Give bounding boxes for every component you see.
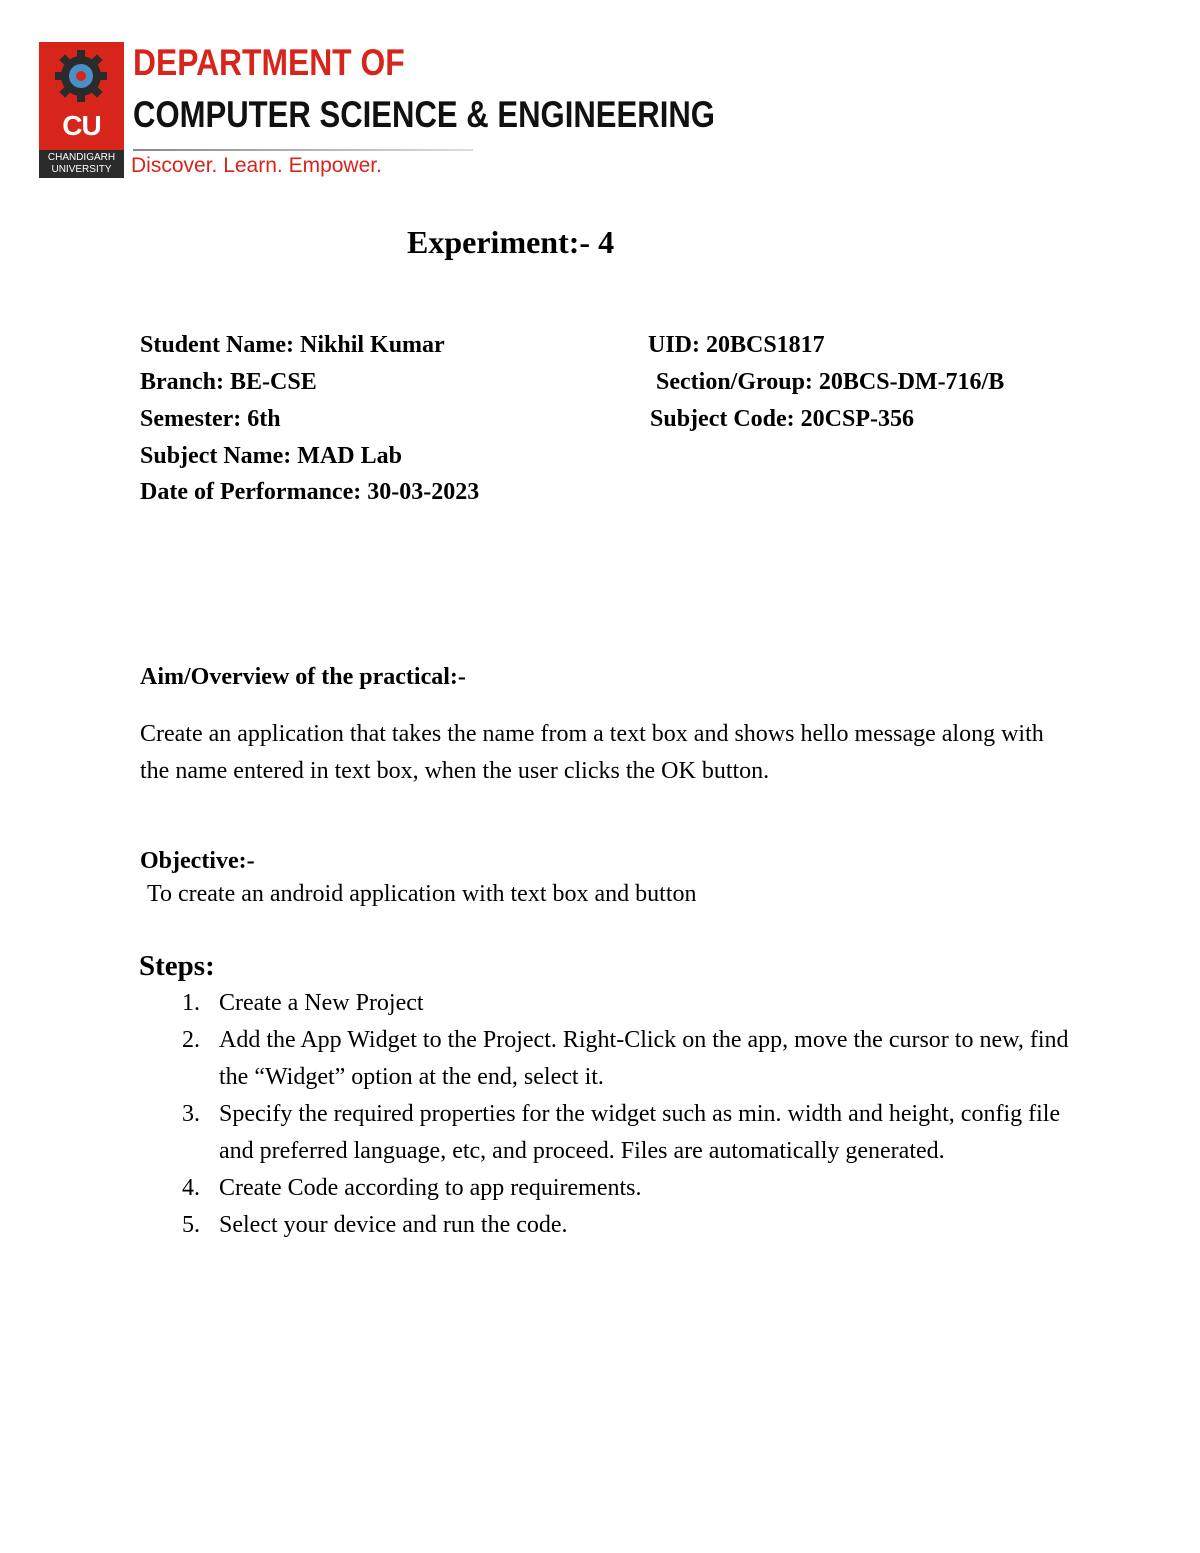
step-text: Specify the required properties for the widget such as min. width and height, config file and preferred language, etc, and proceed. Files are automatically generated. [219,1101,1061,1164]
aim-heading: Aim/Overview of the practical:- [140,664,466,690]
step-text: Select your device and run the code. [219,1212,568,1238]
step-text: Add the App Widget to the Project. Right-Click on the app, move the cursor to new, find the “Widget” option at the end, select it. [219,1027,1069,1090]
objective-text: To create an android application with text box and button [147,881,697,907]
step-number: 4. [182,1175,200,1201]
university-logo [39,42,124,178]
student-name: Student Name: Nikhil Kumar [140,332,445,358]
logo-univ-line2: UNIVERSITY [51,164,112,175]
branch: Branch: BE-CSE [140,369,317,395]
subject-name: Subject Name: MAD Lab [140,443,402,469]
step-number: 5. [182,1212,200,1238]
step-item [182,1096,1082,1170]
semester: Semester: 6th [140,406,281,432]
step-item [182,1207,1082,1244]
step-text: Create Code according to app requirements. [219,1175,642,1201]
step-item [182,1022,1082,1096]
steps-heading: Steps: [139,950,215,982]
tagline: Discover. Learn. Empower. [131,154,382,177]
date-of-performance: Date of Performance: 30-03-2023 [140,479,480,505]
step-item [182,1170,1082,1207]
section-group: Section/Group: 20BCS-DM-716/B [656,369,1005,395]
department-title-line2: COMPUTER SCIENCE & ENGINEERING [133,94,715,135]
logo-univ-line1: CHANDIGARH [47,152,116,163]
step-number: 2. [182,1027,200,1053]
logo-cu-text: CU [62,110,101,141]
uid: UID: 20BCS1817 [648,332,825,358]
department-title-line1: DEPARTMENT OF [133,42,405,83]
logo-university-label [39,150,124,178]
header-divider [133,149,473,151]
objective-heading: Objective:- [140,848,255,874]
experiment-title: Experiment:- 4 [407,224,615,260]
step-text: Create a New Project [219,990,424,1016]
aim-text: Create an application that takes the name from a text box and shows hello message along with the name entered in text box, when the user clicks the OK button. [140,721,1044,784]
subject-code: Subject Code: 20CSP-356 [650,406,914,432]
step-number: 1. [182,990,200,1016]
steps-list [182,985,1082,1244]
step-number: 3. [182,1101,200,1127]
department-header [39,42,739,182]
step-item [182,985,1082,1022]
